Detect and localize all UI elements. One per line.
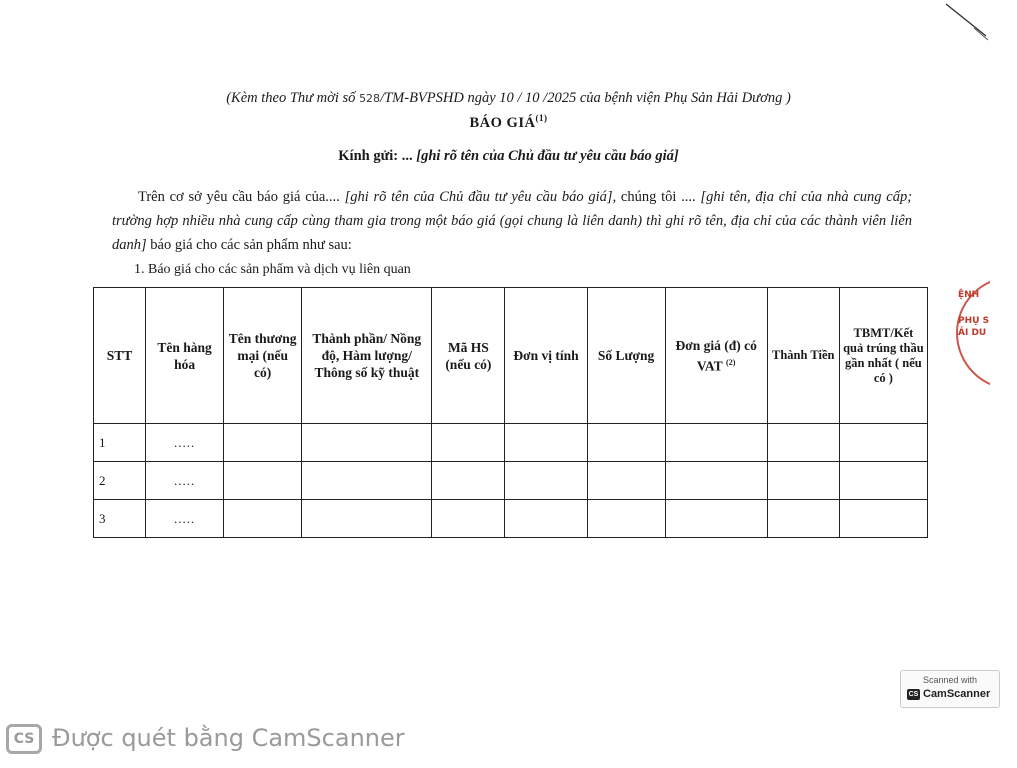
header-don-gia-text: Đơn giá (đ) có VAT	[675, 337, 757, 374]
stamp-text: ẢI DU	[958, 328, 987, 338]
cell-empty	[587, 462, 665, 500]
para-part3: , chúng tôi ....	[612, 189, 696, 205]
cell-stt: 2	[94, 462, 146, 500]
cell-empty	[224, 462, 302, 500]
cell-empty	[587, 500, 665, 538]
header-don-gia	[665, 288, 767, 424]
camscanner-logo-icon: CS	[6, 724, 42, 754]
table-header-row	[94, 288, 928, 424]
reference-line	[0, 90, 1017, 107]
cell-empty	[505, 424, 587, 462]
cell-ten-hang-hoa: .....	[146, 424, 224, 462]
cell-empty	[302, 462, 432, 500]
reference-number: 528	[359, 92, 381, 105]
cell-stt: 3	[94, 500, 146, 538]
para-part1: Trên cơ sở yêu cầu báo giá của....	[138, 189, 340, 205]
cell-ten-hang-hoa: .....	[146, 462, 224, 500]
red-stamp-fragment	[956, 276, 990, 388]
cell-empty	[767, 500, 839, 538]
cell-empty	[839, 462, 927, 500]
title-text: BÁO GIÁ	[469, 114, 536, 131]
header-ten-thuong-mai: Tên thương mại (nếu có)	[224, 288, 302, 424]
cell-empty	[587, 424, 665, 462]
badge-brand	[907, 688, 990, 700]
cell-empty	[665, 500, 767, 538]
header-don-gia-note: (2)	[726, 357, 736, 367]
stamp-text: PHỤ S	[958, 316, 990, 326]
header-thanh-phan: Thành phần/ Nồng độ, Hàm lượng/ Thông số kỹ thuật	[302, 288, 432, 424]
cell-empty	[224, 424, 302, 462]
table-row	[94, 500, 928, 538]
document-title	[0, 113, 1017, 132]
cell-empty	[302, 424, 432, 462]
cell-empty	[432, 424, 505, 462]
section-heading: 1. Báo giá cho các sản phẩm và dịch vụ liên quan	[134, 262, 411, 277]
cell-empty	[505, 500, 587, 538]
header-so-luong: Số Lượng	[587, 288, 665, 424]
badge-caption: Scanned with	[922, 675, 978, 685]
cell-empty	[432, 500, 505, 538]
cell-empty	[767, 424, 839, 462]
camscanner-logo-icon: CS	[908, 690, 919, 698]
header-stt: STT	[94, 288, 146, 424]
intro-paragraph	[112, 185, 912, 257]
header-thanh-tien: Thành Tiền	[767, 288, 839, 424]
table-row	[94, 462, 928, 500]
header-tbmt: TBMT/Kết quả trúng thầu gần nhất ( nếu có )	[839, 288, 927, 424]
header-ma-hs: Mã HS (nếu có)	[432, 288, 505, 424]
reference-prefix: (Kèm theo Thư mời số	[226, 90, 356, 106]
para-part4: [ghi tên, địa chỉ của nhà cung cấp; trường hợp nhiều nhà cung cấp cùng tham gia trong một báo giá (gọi chung là liên danh) thì ghi rõ tên, địa chỉ của các thành viên liên danh]	[112, 189, 913, 253]
header-don-vi-tinh: Đơn vị tính	[505, 288, 587, 424]
greeting-placeholder: [ghi rõ tên của Chủ đầu tư yêu cầu báo giá]	[416, 148, 679, 164]
para-part2: [ghi rõ tên của Chủ đầu tư yêu cầu báo giá]	[344, 189, 613, 205]
para-part5: báo giá cho các sản phẩm như sau:	[146, 237, 352, 253]
greeting-line	[0, 148, 1017, 165]
cell-empty	[839, 500, 927, 538]
scan-edge-line	[944, 0, 996, 48]
cell-empty	[224, 500, 302, 538]
header-ten-hang-hoa: Tên hàng hóa	[146, 288, 224, 424]
cell-empty	[665, 424, 767, 462]
quote-table	[93, 287, 928, 538]
cell-empty	[665, 462, 767, 500]
cell-empty	[505, 462, 587, 500]
reference-suffix: /TM-BVPSHD ngày 10 / 10 /2025 của bệnh viện Phụ Sản Hải Dương )	[380, 90, 791, 106]
greeting-label: Kính gửi: ...	[338, 148, 413, 164]
cell-empty	[302, 500, 432, 538]
cell-empty	[767, 462, 839, 500]
badge-brand-text: CamScanner	[923, 688, 991, 700]
stamp-text: ỆNH	[958, 290, 980, 300]
camscanner-badge	[900, 670, 1000, 708]
table-row	[94, 424, 928, 462]
cell-stt: 1	[94, 424, 146, 462]
cell-ten-hang-hoa: .....	[146, 500, 224, 538]
title-footnote: (1)	[535, 113, 548, 123]
footer-text: Được quét bằng CamScanner	[52, 724, 405, 752]
cell-empty	[432, 462, 505, 500]
cell-empty	[839, 424, 927, 462]
